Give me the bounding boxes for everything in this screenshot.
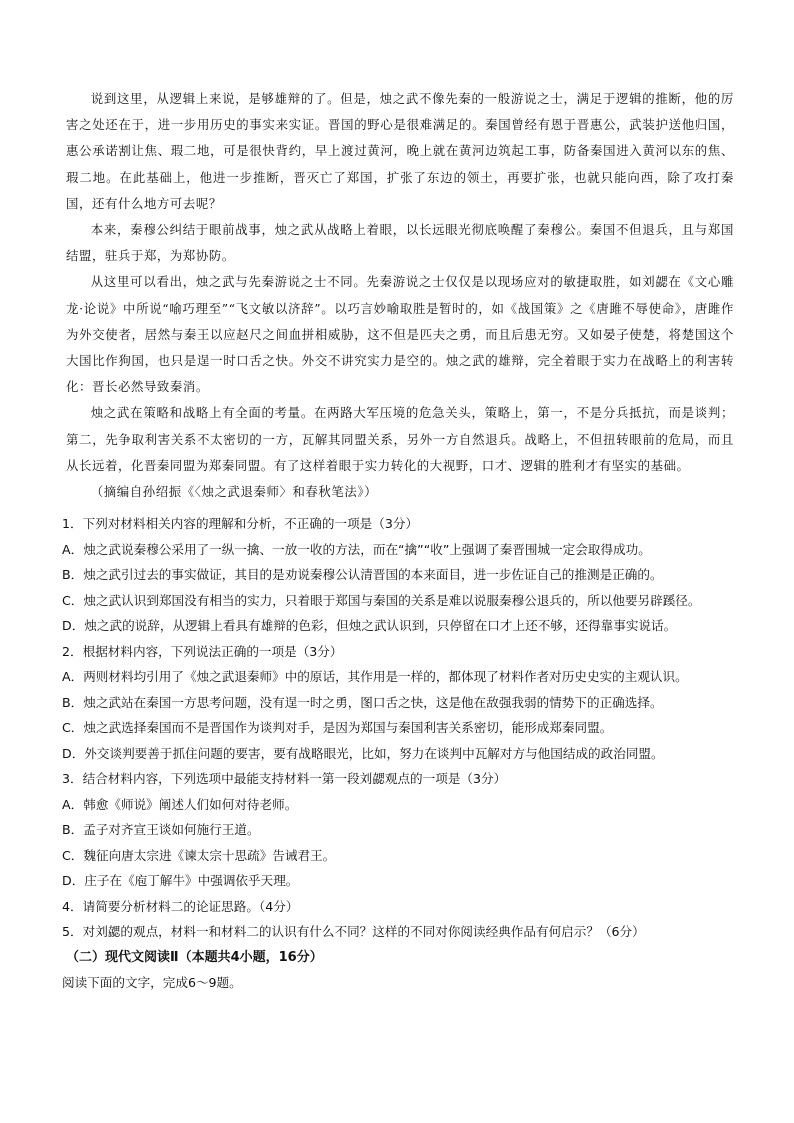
passage-source: （摘编自孙绍振《〈烛之武退秦师〉和春秋笔法》）: [90, 484, 378, 500]
section-instruction: 阅读下面的文字，完成6～9题。: [62, 975, 242, 990]
question-2: 2．根据材料内容，下列说法正确的一项是（3分）: [62, 643, 343, 659]
question-3-option-a: A．韩愈《师说》阐述人们如何对待老师。: [62, 796, 298, 812]
question-1: 1．下列对材料相关内容的理解和分析，不正确的一项是（3分）: [62, 516, 419, 531]
passage-paragraph-1: 说到这里，从逻辑上来说，是够雄辩的了。但是，烛之武不像先秦的一般游说之士，满足于逻辑的推断，他的厉害之处还在于，进一步用历史的事实来实证。晋国的野心是很难满足的。秦国曾经有恩于晋惠公，武装护送他归国，惠公承诺割让焦、瑕二地，可是很快背约，早上渡过黄河，晚上就在黄河边筑起工事，防备秦国进入黄河以东的焦、瑕二地。在此基础上，他进一步推断，晋灭亡了郑国，扩张了东边的领土，再要扩张，也就只能向西，除了攻打秦国，还有什么地方可去呢？: [66, 91, 734, 211]
question-3: 3．结合材料内容，下列选项中最能支持材料一第一段刘勰观点的一项是（3分）: [62, 771, 507, 786]
question-1-option-b: B．烛之武引过去的事实做证，其目的是劝说秦穆公认清晋国的本来面目，进一步佐证自己的推测是正确的。: [62, 567, 663, 582]
passage-paragraph-2: 本来，秦穆公纠结于眼前战事，烛之武从战略上着眼，以长远眼光彻底唤醒了秦穆公。秦国不但退兵，且与郑国结盟，驻兵于郑，为郑协防。: [66, 222, 734, 264]
passage-paragraph-3: 从这里可以看出，烛之武与先秦游说之士不同。先秦游说之士仅仅是以现场应对的敏捷取胜，如刘勰在《文心雕龙·论说》中所说“喻巧理至”“飞文敏以济辞”。以巧言妙喻取胜是暂时的，如《战国策》之《唐雎不辱使命》，唐雎作为外交使者，居然与秦王以应赵尺之间血拼相威胁，这不但是匹夫之勇，而且后患无穷。又如晏子使楚，将楚国这个大国比作狗国，也只是逞一时口舌之快。外交不讲究实力是空的。烛之武的雄辩，完全着眼于实力在战略上的利害转化：晋长必然导致秦消。: [66, 274, 734, 395]
question-3-option-d: D．庄子在《庖丁解牛》中强调依乎天理。: [62, 873, 299, 888]
question-1-option-a: A．烛之武说秦穆公采用了一纵一擒、一放一收的方法，而在“擒”“收”上强调了秦晋围城一定会取得成功。: [62, 541, 651, 557]
question-2-option-d: D．外交谈判要善于抓住问题的要害，要有战略眼光，比如，努力在谈判中瓦解对方与他国结成的政治同盟。: [62, 745, 664, 761]
question-4: 4．请简要分析材料二的论证思路。（4分）: [62, 898, 299, 914]
question-2-option-a: A．两则材料均引用了《烛之武退秦师》中的原话，其作用是一样的，都体现了材料作者对历史史实的主观认识。: [62, 669, 688, 684]
question-3-option-c: C．魏征向唐太宗进《谏太宗十思疏》告诫君王。: [62, 847, 336, 863]
question-list: [62, 511, 738, 996]
question-2-option-c: C．烛之武选择秦国而不是晋国作为谈判对手，是因为郑国与秦国利害关系密切，能形成郑秦同盟。: [62, 720, 613, 735]
question-2-option-b: B．烛之武站在秦国一方思考问题，没有逞一时之勇，图口舌之快，这是他在敌强我弱的情势下的正确选择。: [62, 694, 663, 710]
reading-passage: [66, 86, 734, 505]
question-1-option-c: C．烛之武认识到郑国没有相当的实力，只着眼于郑国与秦国的关系是难以说服秦穆公退兵的，所以他要另辟蹊径。: [62, 592, 701, 608]
question-1-option-d: D．烛之武的说辞，从逻辑上看具有雄辩的色彩，但烛之武认识到，只停留在口才上还不够，还得靠事实说话。: [62, 618, 677, 633]
section-title: （二）现代文阅读Ⅱ（本题共4小题，16分）: [66, 949, 323, 965]
question-3-option-b: B．孟子对齐宣王谈如何施行王道。: [62, 822, 260, 837]
passage-paragraph-4: 烛之武在策略和战略上有全面的考量。在两路大军压境的危急关头，策略上，第一，不是分兵抵抗，而是谈判；第二，先争取利害关系不太密切的一方，瓦解其同盟关系，另外一方自然退兵。战略上，不但扭转眼前的危局，而且从长远着，化晋秦同盟为郑秦同盟。有了这样着眼于实力转化的大视野，口才、逻辑的胜利才有坚实的基础。: [66, 405, 734, 473]
question-5: 5．对刘勰的观点，材料一和材料二的认识有什么不同？这样的不同对你阅读经典作品有何启示？（6分）: [62, 924, 645, 939]
